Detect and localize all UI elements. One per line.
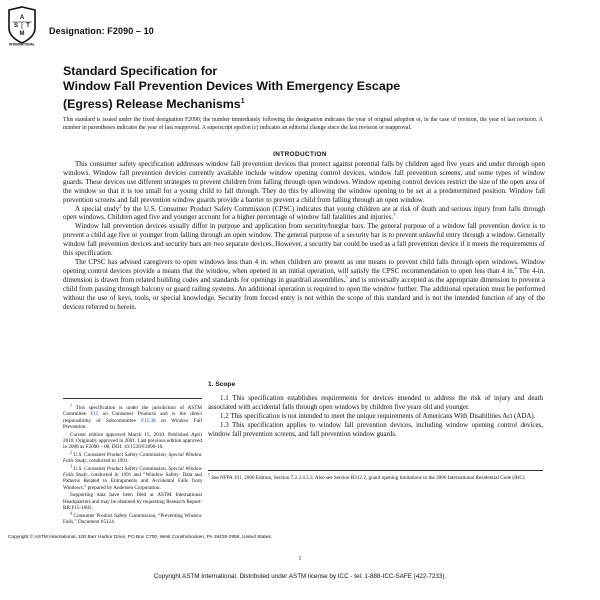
svg-text:A: A	[19, 15, 25, 21]
footnote-3-supporting-data: Supporting data have been filed at ASTM International Headquarters and may be obtained by requesting Research Report: RR:F15-1002.	[63, 492, 202, 512]
title-line-1: Standard Specification for	[63, 64, 218, 78]
title-line-3: (Egress) Release Mechanisms$^1$	[63, 97, 245, 112]
standard-notice: This standard is issued under the fixed designation F2090; the number immediately following the designation indicates the year of original adoption or, in the case of revision, the year of last revision. A number in parentheses indicates the year of last reapproval. A superscript epsilon (ε) indicates an editorial change since the last revision or reapproval.	[63, 117, 543, 131]
svg-text:INTERNATIONAL: INTERNATIONAL	[9, 42, 35, 46]
footnote-4: $^4$ Consumer Product Safety Commission, “Preventing Window Falls,” Document #5124.	[63, 510, 202, 525]
footnote-3: $^3$ U.S. Consumer Product Safety Commission, Special Window Falls Study, conducted in 1991 and “Window Safety: Data and Patterns Related to Entrapments and Accidental Falls from Windows,” prepared by Andersen Corporation.	[63, 463, 202, 491]
footnote-2: $^2$ U.S. Consumer Product Safety Commission, Special Window Falls Study, conducted in 1991.	[63, 450, 202, 465]
footnote-ref-2[interactable]: 2	[119, 203, 122, 209]
scope-1-3: 1.3 This specification applies to window fall prevention devices, including window opening control devices, window fall prevention screens, and fall prevention window guards.	[208, 420, 543, 438]
subcommittee-link[interactable]: F15.38	[141, 417, 156, 424]
intro-paragraph-3: Window fall prevention devices usually differ in purpose and application from security/burglar bars. The general purpose of a window fall prevention device is to prevent a child age five or younger from falling through an open window. The general purpose of a security bar is to prevent unlawful entry through a window. Generally window fall prevention devices and security bars are two separate devices. However, a security bar could be used as a fall prevention device if it meets the requirements of this specification.	[63, 222, 545, 258]
title-footnote-ref[interactable]: 1	[240, 98, 245, 105]
footnote-1: $^1$ This specification is under the jurisdiction of ASTM Committee F15 on Consumer Products and is the direct responsibility of Subcommittee F15.38 on Window Fall Prevention.	[63, 403, 203, 431]
scope-heading: 1. Scope	[208, 381, 236, 388]
introduction-body	[63, 160, 545, 311]
footnote-ref-4[interactable]: 4	[514, 265, 517, 271]
footnote-ref-5[interactable]: 5	[345, 274, 348, 280]
svg-text:T: T	[26, 23, 30, 29]
title-line-2: Window Fall Prevention Devices With Emergency Escape	[63, 79, 401, 93]
license-line: Copyright ASTM International. Distributed under ASTM license by ICC - tel: 1-888-ICC-SAFE (422-7233).	[153, 573, 447, 580]
intro-paragraph-4: The CPSC has advised caregivers to open windows less than 4 in. when children are present as one means to prevent child falls through open windows. Window opening control devices provide a means that the window, when opened in an initial operation, will satisfy the CPSC recommendation to open less than 4 in.$^4$ The 4-in. dimension is drawn from related building codes and standards for openings in guardrail assemblies,$^5$ and is universally accepted as the appropriate dimension to prevent a child from passing through balcony or guard railing systems. An additional operation is required to open the window further. The additional operation must be performed without the use of keys, tools, or special knowledge. Security from forced entry is not within the scope of this standard and is not the intended function of any of the devices referred to herein.	[63, 257, 546, 311]
scope-section	[208, 381, 543, 438]
astm-logo	[8, 6, 36, 46]
introduction-heading: INTRODUCTION	[273, 151, 327, 158]
scope-1-2: 1.2 This specification is not intended to meet the unique requirements of Americans With Disabilities Act (ADA).	[220, 411, 536, 420]
footnotes-column	[63, 398, 202, 526]
svg-text:M: M	[19, 31, 25, 37]
committee-link[interactable]: F15	[90, 411, 99, 418]
footnote-ref-3[interactable]: 3	[393, 212, 396, 218]
page-number: 1	[298, 556, 302, 562]
intro-paragraph-2: A special study$^2$ by the U.S. Consumer Product Safety Commission (CPSC) indicates that young children are at risk of death and serious injury from falls through open windows. Children aged five and younger account for a higher percentage of window fall fatalities and injuries.$^3$	[63, 203, 545, 222]
intro-paragraph-1: This consumer safety specification addresses window fall prevention devices that protect against potential falls by children aged five years and under through open windows. Window fall prevention devices currently available include window opening control devices, window fall prevention screens, and some types of window guards. These devices use different strategies to prevent children from falling through open windows. Window opening control devices restrict the size of the open area of the window so that it is too small for a young child to fall through. They do this by allowing the window opening to be set at a predetermined position. Window fall prevention screens and fall prevention window guards provide a barrier to prevent a child from falling through an open window.	[63, 160, 545, 204]
copyright-line: Copyright © ASTM International, 100 Barr Harbor Drive, PO Box C700, West Conshohocken, PA 19428-2959, United States.	[8, 535, 273, 540]
footnote-5: $^5$ See NFPA 101, 2006 Edition, Section 7.2.2.4.5.3. Also see Section R312.2, guard opening limitations in the 2006 International Residential Code (IRC).	[208, 470, 543, 481]
footnote-1-edition: Current edition approved March 15, 2010. Published April 2010. Originally approved in 2001. Last previous edition approved in 2008 as F2090 – 08. DOI: 10.1520/F2090-10.	[63, 431, 202, 451]
document-title	[63, 64, 483, 112]
designation: Designation: F2090 – 10	[49, 26, 154, 36]
svg-text:S: S	[13, 23, 19, 29]
scope-1-1: 1.1 This specification establishes requirements for devices intended to address the risk of injury and death associated with accidental falls through open windows by children five years old and younger.	[208, 393, 543, 411]
